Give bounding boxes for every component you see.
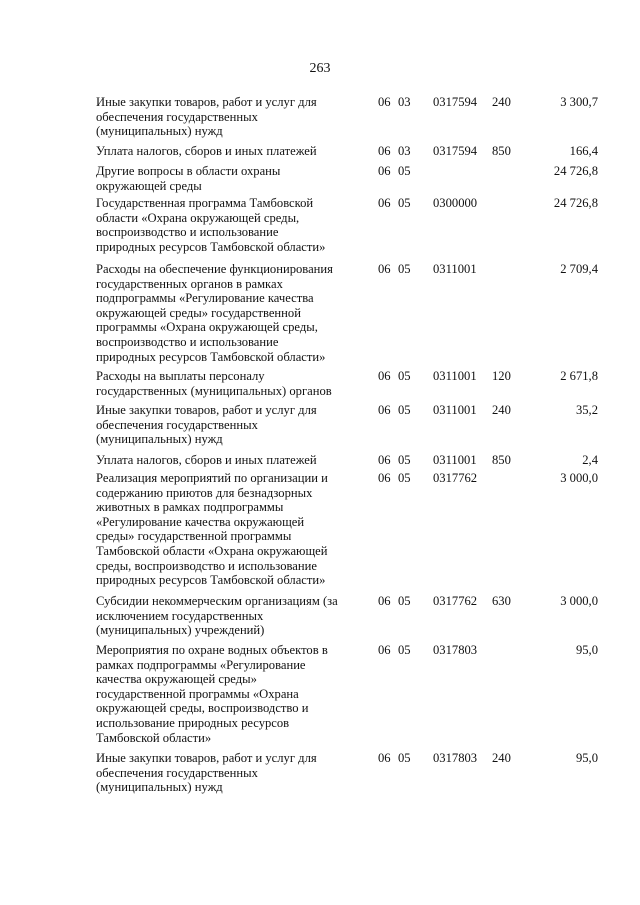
amount: 2 671,8 bbox=[560, 369, 598, 383]
expense-type-code: 240 bbox=[492, 751, 511, 765]
subsection-code: 03 bbox=[398, 144, 411, 158]
expense-type-code: 120 bbox=[492, 369, 511, 383]
subsection-code: 05 bbox=[398, 164, 411, 178]
amount: 2,4 bbox=[582, 453, 598, 467]
expense-name: Расходы на обеспечение функционирования государственных органов в рамках подпрограммы «Регулирование качества окружающей среды» государственной программы «Охрана окружающей среды, воспроизводство и использование природных ресурсов Тамбовской области» bbox=[96, 262, 333, 364]
subsection-code: 05 bbox=[398, 643, 411, 657]
amount: 24 726,8 bbox=[553, 164, 598, 178]
amount: 3 300,7 bbox=[560, 95, 598, 109]
section-code: 06 bbox=[378, 144, 391, 158]
target-article-code: 0317594 bbox=[433, 95, 478, 109]
expense-name: Иные закупки товаров, работ и услуг для обеспечения государственных (муниципальных) нужд bbox=[96, 751, 317, 795]
target-article-code: 0311001 bbox=[433, 403, 477, 417]
amount: 35,2 bbox=[575, 403, 598, 417]
target-article-code: 0317803 bbox=[433, 643, 478, 657]
subsection-code: 05 bbox=[398, 403, 411, 417]
subsection-code: 05 bbox=[398, 751, 411, 765]
subsection-code: 05 bbox=[398, 196, 411, 210]
section-code: 06 bbox=[378, 95, 391, 109]
expense-type-code: 240 bbox=[492, 95, 511, 109]
target-article-code: 0311001 bbox=[433, 453, 477, 467]
section-code: 06 bbox=[378, 471, 391, 485]
target-article-code: 0317594 bbox=[433, 144, 478, 158]
section-code: 06 bbox=[378, 196, 391, 210]
page-number: 263 bbox=[309, 61, 331, 76]
expense-name: Иные закупки товаров, работ и услуг для обеспечения государственных (муниципальных) нужд bbox=[96, 403, 317, 447]
target-article-code: 0300000 bbox=[433, 196, 478, 210]
amount: 2 709,4 bbox=[560, 262, 598, 276]
section-code: 06 bbox=[378, 262, 391, 276]
subsection-code: 05 bbox=[398, 453, 411, 467]
section-code: 06 bbox=[378, 594, 391, 608]
section-code: 06 bbox=[378, 453, 391, 467]
expense-name: Уплата налогов, сборов и иных платежей bbox=[96, 144, 317, 158]
subsection-code: 05 bbox=[398, 471, 411, 485]
expense-name: Мероприятия по охране водных объектов в рамках подпрограммы «Регулирование качества окружающей среды» государственной программы «Охрана окружающей среды, воспроизводство и использование природных ресурсов Тамбовской области» bbox=[96, 643, 328, 745]
subsection-code: 05 bbox=[398, 594, 411, 608]
expense-type-code: 630 bbox=[492, 594, 511, 608]
section-code: 06 bbox=[378, 751, 391, 765]
expense-name: Государственная программа Тамбовской области «Охрана окружающей среды, воспроизводство и использование природных ресурсов Тамбовской области» bbox=[96, 196, 326, 254]
section-code: 06 bbox=[378, 643, 391, 657]
expense-name: Уплата налогов, сборов и иных платежей bbox=[96, 453, 317, 467]
target-article-code: 0317762 bbox=[433, 594, 478, 608]
expense-type-code: 850 bbox=[492, 453, 511, 467]
expense-name: Другие вопросы в области охраны окружающей среды bbox=[96, 164, 281, 193]
section-code: 06 bbox=[378, 164, 391, 178]
section-code: 06 bbox=[378, 403, 391, 417]
subsection-code: 03 bbox=[398, 95, 411, 109]
expense-name: Реализация мероприятий по организации и содержанию приютов для безнадзорных животных в рамках подпрограммы «Регулирование качества окружающей среды» государственной программы Тамбовской области «Охрана окружающей среды, воспроизводство и использование природных ресурсов Тамбовской области» bbox=[96, 471, 328, 588]
target-article-code: 0311001 bbox=[433, 369, 477, 383]
amount: 24 726,8 bbox=[553, 196, 598, 210]
target-article-code: 0317762 bbox=[433, 471, 478, 485]
amount: 3 000,0 bbox=[560, 471, 598, 485]
section-code: 06 bbox=[378, 369, 391, 383]
amount: 95,0 bbox=[575, 751, 598, 765]
target-article-code: 0311001 bbox=[433, 262, 477, 276]
amount: 166,4 bbox=[569, 144, 598, 158]
amount: 95,0 bbox=[575, 643, 598, 657]
subsection-code: 05 bbox=[398, 369, 411, 383]
expense-name: Иные закупки товаров, работ и услуг для обеспечения государственных (муниципальных) нужд bbox=[96, 95, 317, 139]
expense-type-code: 240 bbox=[492, 403, 511, 417]
target-article-code: 0317803 bbox=[433, 751, 478, 765]
subsection-code: 05 bbox=[398, 262, 411, 276]
expense-name: Субсидии некоммерческим организациям (за исключением государственных (муниципальных) учреждений) bbox=[96, 594, 338, 638]
amount: 3 000,0 bbox=[560, 594, 598, 608]
expense-name: Расходы на выплаты персоналу государственных (муниципальных) органов bbox=[96, 369, 332, 398]
expense-type-code: 850 bbox=[492, 144, 511, 158]
